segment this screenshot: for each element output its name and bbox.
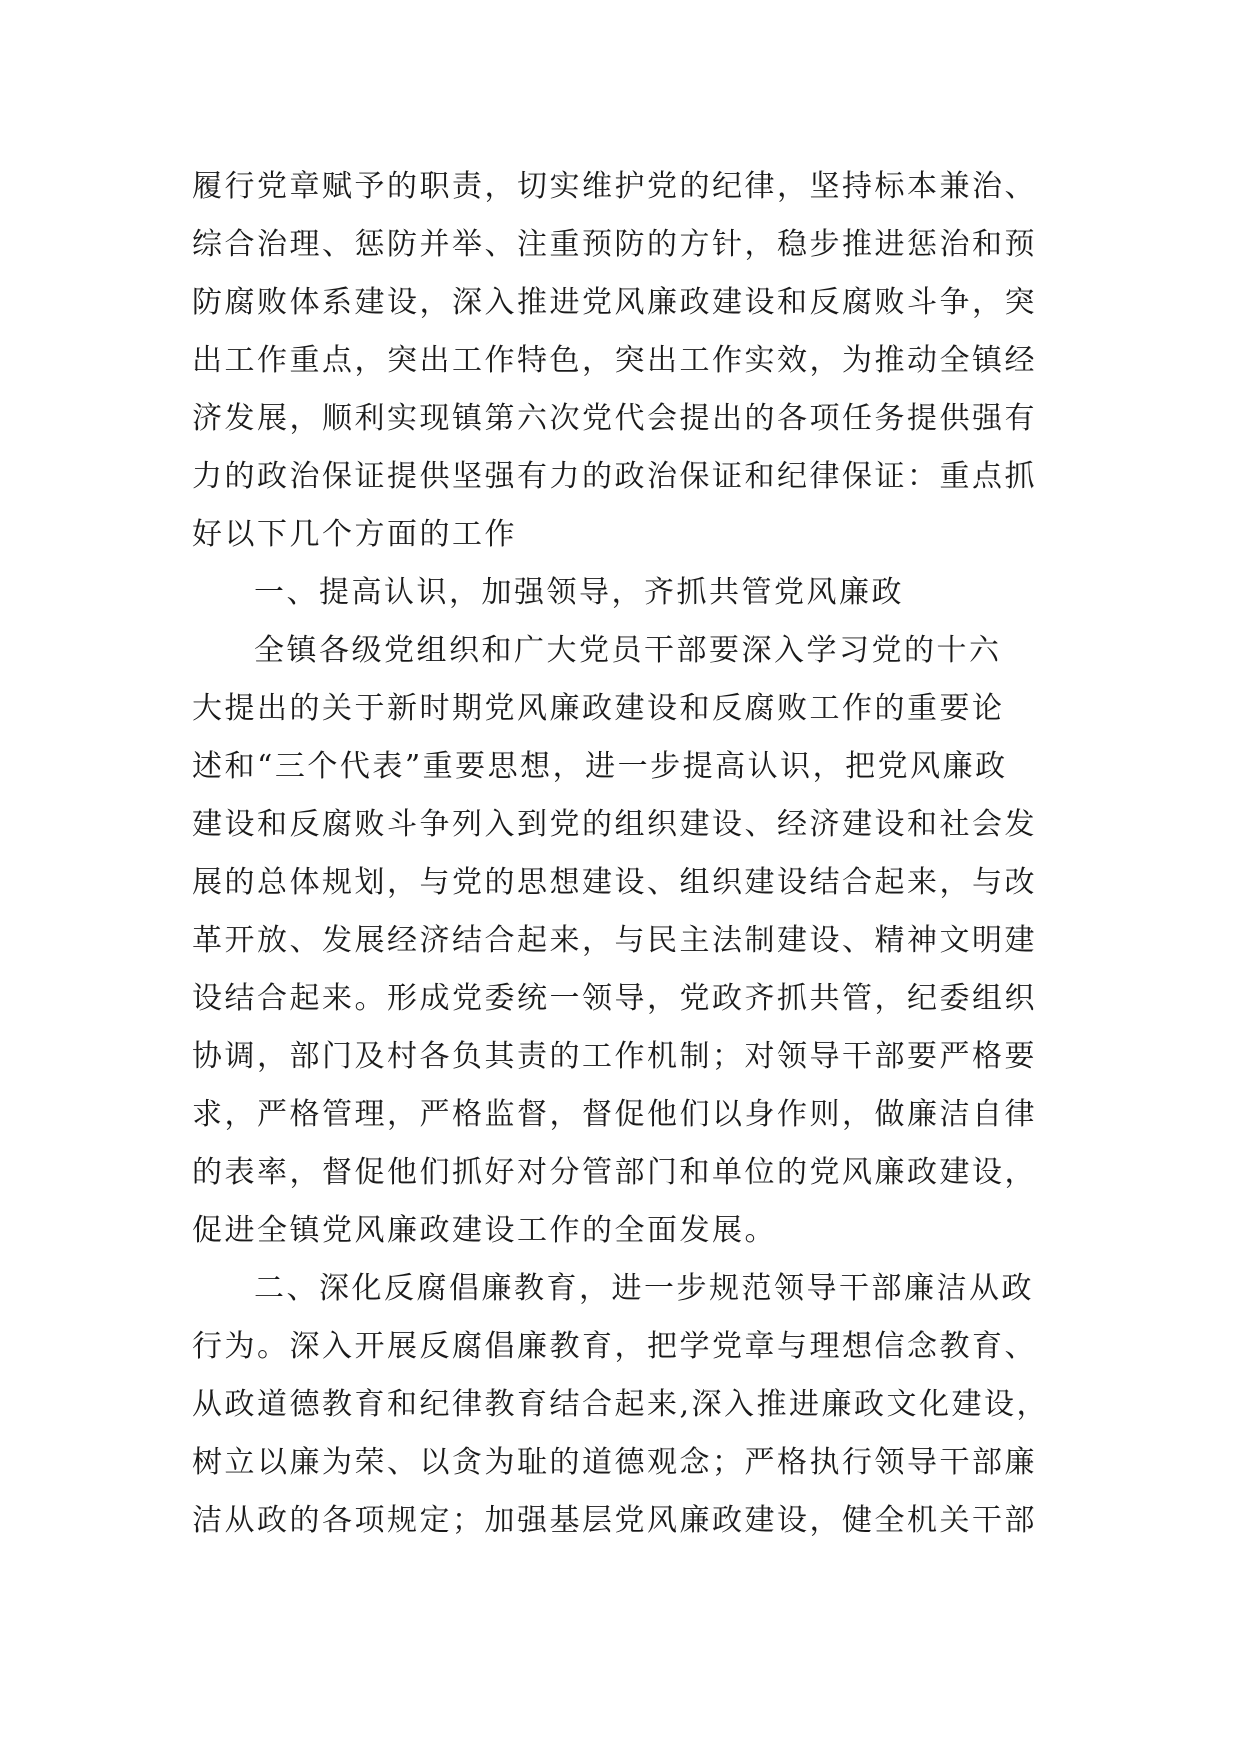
text-line: 的表率，督促他们抓好对分管部门和单位的党风廉政建设，	[192, 1155, 1037, 1190]
text-line: 洁从政的各项规定；加强基层党风廉政建设，健全机关干部	[192, 1503, 1037, 1538]
text-line: 展的总体规划，与党的思想建设、组织建设结合起来，与改	[192, 865, 1037, 900]
section-heading-2: 二、深化反腐倡廉教育，进一步规范领导干部廉洁从政	[254, 1271, 1034, 1306]
text-line: 济发展，顺利实现镇第六次党代会提出的各项任务提供强有	[192, 401, 1037, 436]
text-line: 行为。深入开展反腐倡廉教育，把学党章与理想信念教育、	[192, 1329, 1037, 1364]
text-line: 好以下几个方面的工作	[192, 517, 517, 552]
text-line: 树立以廉为荣、以贪为耻的道德观念；严格执行领导干部廉	[192, 1445, 1037, 1480]
text-line: 出工作重点，突出工作特色，突出工作实效，为推动全镇经	[192, 343, 1037, 378]
text-line: 设结合起来。形成党委统一领导，党政齐抓共管，纪委组织	[192, 981, 1037, 1016]
text-line: 综合治理、惩防并举、注重预防的方针，稳步推进惩治和预	[192, 227, 1037, 262]
text-line: 防腐败体系建设，深入推进党风廉政建设和反腐败斗争，突	[192, 285, 1037, 320]
text-line: 履行党章赋予的职责，切实维护党的纪律，坚持标本兼治、	[192, 169, 1037, 204]
text-line: 述和“三个代表”重要思想，进一步提高认识，把党风廉政	[192, 749, 1008, 784]
document-body	[192, 158, 1052, 1550]
text-line: 协调，部门及村各负其责的工作机制；对领导干部要严格要	[192, 1039, 1037, 1074]
text-line: 从政道德教育和纪律教育结合起来,深入推进廉政文化建设，	[192, 1387, 1050, 1422]
paragraph-start: 全镇各级党组织和广大党员干部要深入学习党的十六	[254, 633, 1002, 668]
text-line: 大提出的关于新时期党风廉政建设和反腐败工作的重要论	[192, 691, 1005, 726]
text-line: 促进全镇党风廉政建设工作的全面发展。	[192, 1213, 777, 1248]
text-line: 建设和反腐败斗争列入到党的组织建设、经济建设和社会发	[192, 807, 1037, 842]
section-heading-1: 一、提高认识，加强领导，齐抓共管党风廉政	[254, 575, 904, 610]
text-line: 力的政治保证提供坚强有力的政治保证和纪律保证：重点抓	[192, 459, 1037, 494]
text-line: 革开放、发展经济结合起来，与民主法制建设、精神文明建	[192, 923, 1037, 958]
text-line: 求，严格管理，严格监督，督促他们以身作则，做廉洁自律	[192, 1097, 1037, 1132]
